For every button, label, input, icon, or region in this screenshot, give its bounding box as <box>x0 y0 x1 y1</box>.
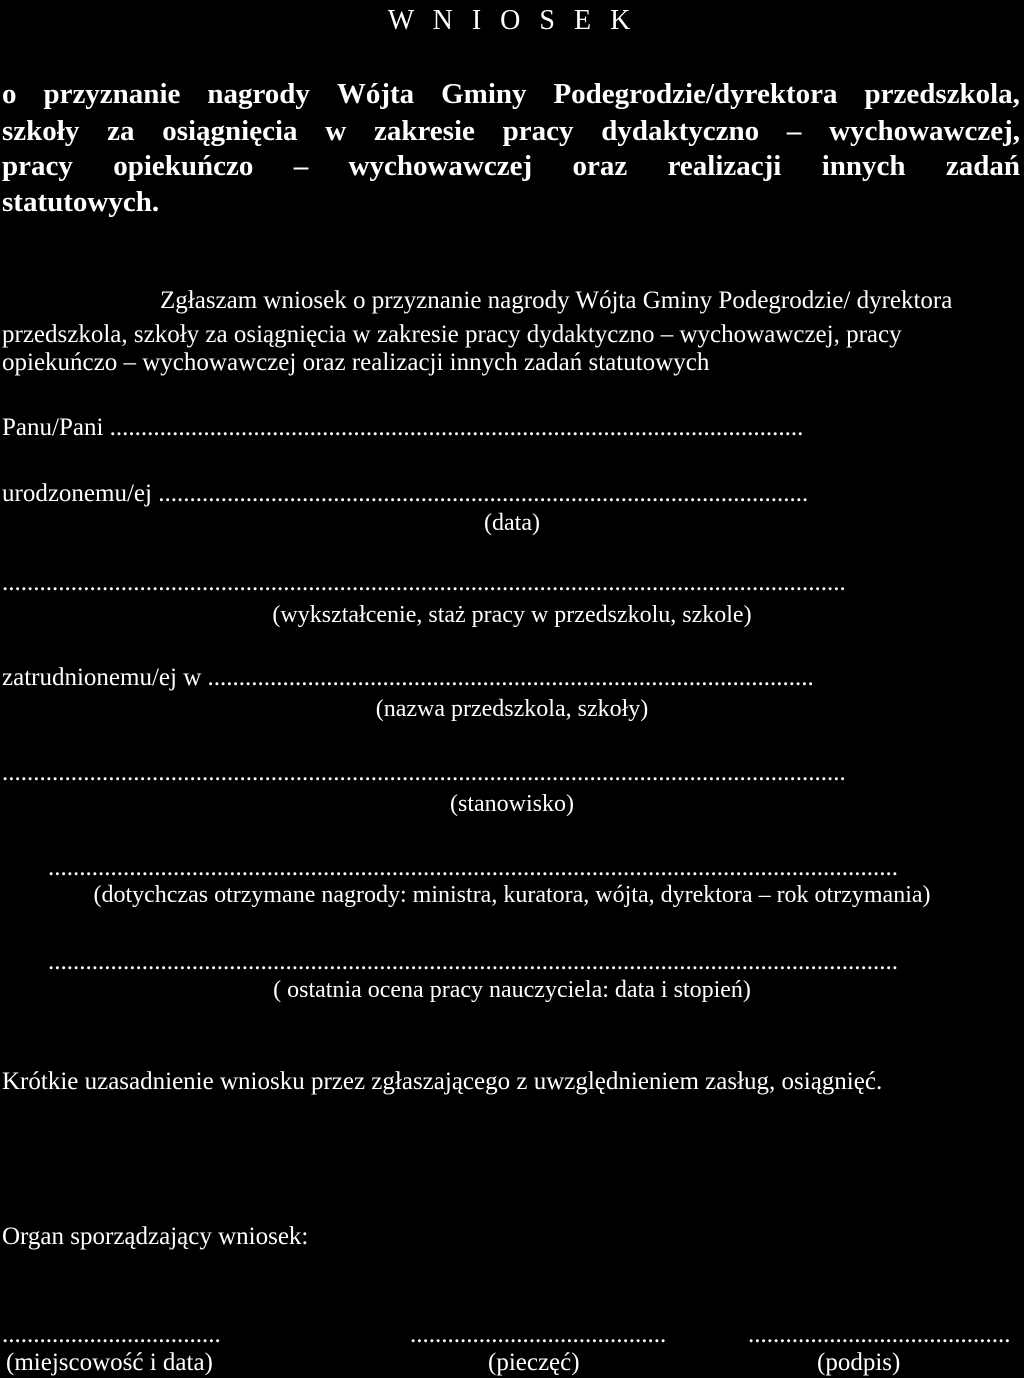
subtitle-word: nagrody <box>207 78 310 110</box>
education-caption: (wykształcenie, staż pracy w przedszkolu, szkole) <box>272 602 752 628</box>
signature-caption: (podpis) <box>817 1349 901 1376</box>
subtitle-word: wychowawczej <box>348 150 533 182</box>
subtitle-word: zadań <box>945 150 1020 182</box>
birth-date-caption: (data) <box>484 510 540 536</box>
subtitle-word: szkoły <box>2 115 80 147</box>
subtitle-line <box>2 113 1020 149</box>
stamp-line[interactable]: ......................................... <box>410 1321 667 1348</box>
awards-caption: (dotychczas otrzymane nagrody: ministra, kuratora, wójta, dyrektora – rok otrzymania) <box>93 882 931 908</box>
subtitle-word: – <box>786 115 802 147</box>
birth-date-field[interactable]: urodzonemu/ej ........................................................................................................ <box>2 480 809 507</box>
subtitle-word: przedszkola, <box>864 78 1020 110</box>
employer-field[interactable]: zatrudnionemu/ej w ................................................................................................. <box>2 664 814 691</box>
subtitle-word: za <box>107 115 135 147</box>
subtitle-word: Gminy <box>441 78 527 110</box>
justification-heading: Krótkie uzasadnienie wniosku przez zgłaszającego z uwzględnieniem zasług, osiągnięć. <box>2 1068 883 1095</box>
employer-caption: (nazwa przedszkola, szkoły) <box>375 696 649 722</box>
evaluation-field[interactable]: ........................................................................................................................................ <box>48 948 898 975</box>
education-field[interactable]: ....................................................................................................................................... <box>2 569 846 596</box>
intro-line-2: przedszkola, szkoły za osiągnięcia w zakresie pracy dydaktyczno – wychowawczej, pracy <box>2 321 902 348</box>
signature-line[interactable]: .......................................... <box>748 1321 1011 1348</box>
subtitle-word: przyznanie <box>43 78 181 110</box>
subtitle-word: dydaktyczno <box>601 115 760 147</box>
stamp-caption: (pieczęć) <box>488 1349 580 1376</box>
subtitle-word: realizacji <box>667 150 782 182</box>
intro-line-1: Zgłaszam wniosek o przyznanie nagrody Wójta Gminy Podegrodzie/ dyrektora <box>160 287 953 314</box>
awards-field[interactable]: ........................................................................................................................................ <box>48 854 898 881</box>
subtitle-word: Podegrodzie/dyrektora <box>553 78 838 110</box>
subtitle-line <box>2 148 1020 184</box>
organ-label: Organ sporządzający wniosek: <box>2 1223 309 1250</box>
subtitle-word: Wójta <box>336 78 415 110</box>
subtitle-word: opiekuńczo <box>113 150 254 182</box>
subtitle-word: o <box>2 78 17 110</box>
subtitle-word: wychowawczej, <box>829 115 1020 147</box>
subtitle-word: pracy <box>502 115 574 147</box>
position-field[interactable]: ....................................................................................................................................... <box>2 759 846 786</box>
place-date-line[interactable]: ................................... <box>2 1321 221 1348</box>
subtitle-line <box>2 76 1020 112</box>
document-title: W N I O S E K <box>387 5 637 36</box>
evaluation-caption: ( ostatnia ocena pracy nauczyciela: data i stopień) <box>273 977 751 1003</box>
recipient-name-field[interactable]: Panu/Pani ............................................................................................................... <box>2 414 804 441</box>
subtitle-line <box>2 184 1020 220</box>
subtitle-word: w <box>325 115 347 147</box>
subtitle-word: – <box>293 150 309 182</box>
subtitle-word: osiągnięcia <box>162 115 298 147</box>
subtitle-word: innych <box>821 150 906 182</box>
subtitle-word: statutowych. <box>2 186 160 218</box>
position-caption: (stanowisko) <box>450 791 574 817</box>
intro-line-3: opiekuńczo – wychowawczej oraz realizacji innych zadań statutowych <box>2 349 710 376</box>
subtitle-word: oraz <box>572 150 628 182</box>
place-date-caption: (miejscowość i data) <box>6 1349 213 1376</box>
subtitle-word: zakresie <box>373 115 475 147</box>
subtitle-word: pracy <box>2 150 73 182</box>
